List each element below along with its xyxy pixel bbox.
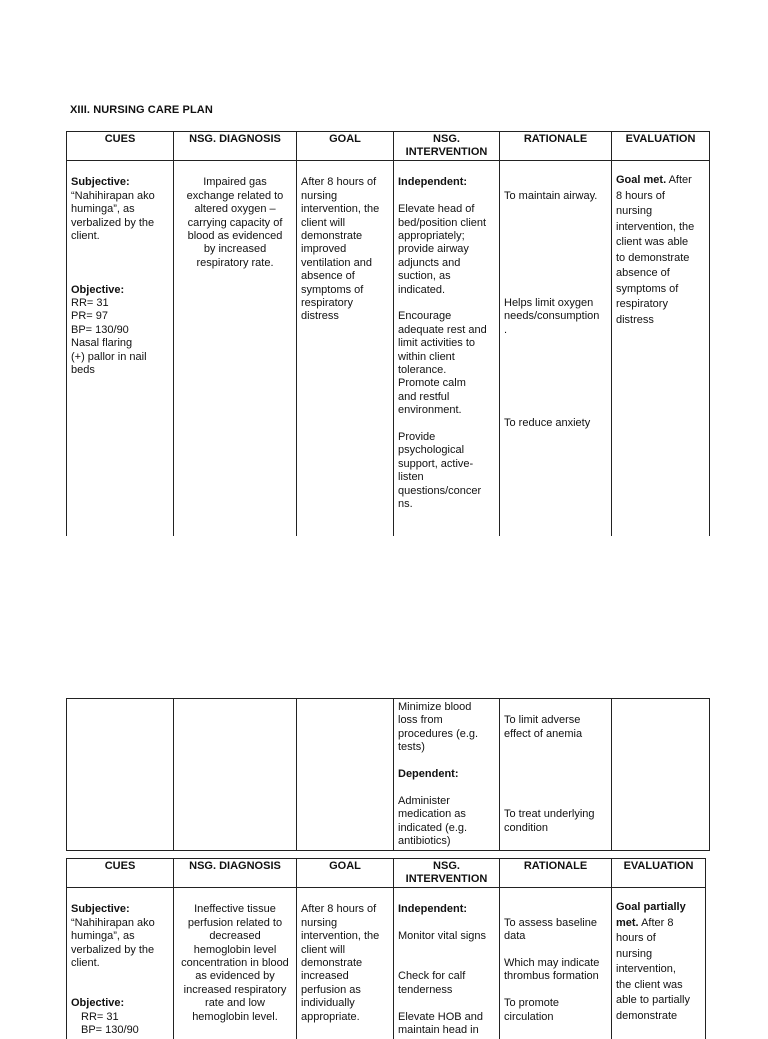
header-intervention-line2: INTERVENTION [398, 873, 495, 886]
evaluation-line: intervention, [616, 962, 701, 978]
rationale-line: To reduce anxiety [504, 417, 607, 430]
evaluation-line: After [666, 174, 692, 186]
table-row [67, 888, 706, 1039]
rationale-line: circulation [504, 1011, 607, 1024]
intervention-line: tests) [398, 741, 495, 754]
intervention-line: indicated. [398, 284, 495, 297]
intervention-line: maintain head in [398, 1024, 495, 1037]
intervention-cell [394, 161, 500, 537]
diagnosis-line: concentration in blood [178, 957, 292, 970]
objective-line: Nasal flaring [71, 337, 169, 350]
intervention-line: adequate rest and [398, 324, 495, 337]
diagnosis-line: exchange related to [178, 190, 292, 203]
care-plan-table-2 [66, 698, 710, 851]
intervention-line: appropriately; [398, 230, 495, 243]
rationale-line: data [504, 930, 607, 943]
diagnosis-line: Ineffective tissue [178, 903, 292, 916]
cues-cell [67, 161, 174, 537]
evaluation-line: 8 hours of [616, 189, 705, 205]
goal-line: ventilation and [301, 257, 389, 270]
evaluation-line: distress [616, 313, 705, 329]
subjective-line: verbalized by the [71, 217, 169, 230]
intervention-line: Provide [398, 431, 495, 444]
cues-cell [67, 888, 174, 1039]
evaluation-line: demonstrate [616, 1009, 701, 1025]
rationale-line: To promote [504, 997, 607, 1010]
subjective-line: client. [71, 230, 169, 243]
intervention-line: tolerance. [398, 364, 495, 377]
evaluation-line: intervention, the [616, 220, 705, 236]
goal-cell [297, 888, 394, 1039]
goal-line: demonstrate [301, 957, 389, 970]
intervention-line: questions/concer [398, 485, 495, 498]
rationale-line: To maintain airway. [504, 190, 607, 203]
goal-line: symptoms of [301, 284, 389, 297]
diagnosis-line: increased respiratory [178, 984, 292, 997]
diagnosis-cell [174, 161, 297, 537]
rationale-line: thrombus formation [504, 970, 607, 983]
intervention-cell [394, 699, 500, 851]
subjective-line: huminga”, as [71, 930, 169, 943]
intervention-line: Check for calf [398, 970, 495, 983]
diagnosis-line: perfusion related to [178, 917, 292, 930]
rationale-line: . [504, 324, 607, 337]
objective-line: RR= 31 [71, 297, 169, 310]
evaluation-line: able to partially [616, 993, 701, 1009]
diagnosis-line: hemoglobin level. [178, 1011, 292, 1024]
evaluation-line: absence of [616, 266, 705, 282]
evaluation-line: nursing [616, 204, 705, 220]
evaluation-label: Goal met. [616, 174, 666, 186]
table-row [67, 161, 710, 537]
rationale-line: To limit adverse [504, 714, 607, 727]
intervention-line: support, active- [398, 458, 495, 471]
intervention-line: listen [398, 471, 495, 484]
diagnosis-line: Impaired gas [178, 176, 292, 189]
rationale-line: Which may indicate [504, 957, 607, 970]
intervention-line: Elevate head of [398, 203, 495, 216]
goal-cell [297, 161, 394, 537]
rationale-cell [500, 888, 612, 1039]
intervention-line: Administer [398, 795, 495, 808]
goal-line: client will [301, 944, 389, 957]
objective-line: beds [71, 364, 169, 377]
goal-line: individually [301, 997, 389, 1010]
goal-line: intervention, the [301, 203, 389, 216]
rationale-cell [500, 161, 612, 537]
rationale-line: needs/consumption [504, 310, 607, 323]
objective-line: RR= 31 [71, 1011, 169, 1024]
diagnosis-line: by increased [178, 243, 292, 256]
goal-line: absence of [301, 270, 389, 283]
evaluation-cell [612, 699, 710, 851]
goal-line: nursing [301, 190, 389, 203]
dependent-label: Dependent: [398, 768, 495, 781]
goal-line: intervention, the [301, 930, 389, 943]
intervention-cell [394, 888, 500, 1039]
intervention-line: bed/position client [398, 217, 495, 230]
diagnosis-line: altered oxygen – [178, 203, 292, 216]
intervention-line: psychological [398, 444, 495, 457]
evaluation-line: symptoms of [616, 282, 705, 298]
subjective-label: Subjective: [71, 903, 169, 916]
cues-cell [67, 699, 174, 851]
rationale-line: To treat underlying [504, 808, 607, 821]
intervention-line: suction, as [398, 270, 495, 283]
header-intervention [394, 132, 500, 161]
goal-line: respiratory [301, 297, 389, 310]
objective-label: Objective: [71, 997, 169, 1010]
diagnosis-cell [174, 888, 297, 1039]
diagnosis-line: rate and low [178, 997, 292, 1010]
goal-line: After 8 hours of [301, 176, 389, 189]
goal-line: After 8 hours of [301, 903, 389, 916]
table-header-row [67, 132, 710, 161]
goal-line: client will [301, 217, 389, 230]
diagnosis-line: respiratory rate. [178, 257, 292, 270]
header-intervention [394, 859, 500, 888]
evaluation-line: the client was [616, 978, 701, 994]
goal-line: nursing [301, 917, 389, 930]
intervention-line: Promote calm [398, 377, 495, 390]
intervention-line: medication as [398, 808, 495, 821]
goal-cell [297, 699, 394, 851]
intervention-line: indicated (e.g. [398, 822, 495, 835]
care-plan-table-1 [66, 131, 710, 536]
diagnosis-line: blood as evidenced [178, 230, 292, 243]
rationale-line: effect of anemia [504, 728, 607, 741]
subjective-line: “Nahihirapan ako [71, 190, 169, 203]
table-row [67, 699, 710, 851]
objective-label: Objective: [71, 284, 169, 297]
intervention-line: Minimize blood [398, 701, 495, 714]
intervention-line: environment. [398, 404, 495, 417]
intervention-line: limit activities to [398, 337, 495, 350]
section-title: XIII. NURSING CARE PLAN [70, 104, 213, 116]
subjective-line: huminga”, as [71, 203, 169, 216]
intervention-line: Elevate HOB and [398, 1011, 495, 1024]
header-intervention-line2: INTERVENTION [398, 146, 495, 159]
header-diagnosis: NSG. DIAGNOSIS [174, 132, 297, 161]
header-diagnosis: NSG. DIAGNOSIS [174, 859, 297, 888]
rationale-line: condition [504, 822, 607, 835]
evaluation-line: hours of [616, 931, 701, 947]
intervention-line: loss from [398, 714, 495, 727]
evaluation-line: to demonstrate [616, 251, 705, 267]
subjective-label: Subjective: [71, 176, 169, 189]
diagnosis-cell [174, 699, 297, 851]
header-cues: CUES [67, 132, 174, 161]
intervention-line: antibiotics) [398, 835, 495, 848]
intervention-line: Monitor vital signs [398, 930, 495, 943]
intervention-line: ns. [398, 498, 495, 511]
goal-line: demonstrate [301, 230, 389, 243]
intervention-line: within client [398, 351, 495, 364]
header-evaluation: EVALUATION [612, 859, 706, 888]
intervention-line: and restful [398, 391, 495, 404]
objective-line: BP= 130/90 [71, 1024, 169, 1037]
header-evaluation: EVALUATION [612, 132, 710, 161]
table-header-row [67, 859, 706, 888]
goal-line: appropriate. [301, 1011, 389, 1024]
evaluation-line: respiratory [616, 297, 705, 313]
diagnosis-line: hemoglobin level [178, 944, 292, 957]
independent-label: Independent: [398, 176, 495, 189]
evaluation-label: Goal partially [616, 900, 701, 916]
subjective-line: verbalized by the [71, 944, 169, 957]
evaluation-line: After 8 [639, 917, 674, 929]
header-cues: CUES [67, 859, 174, 888]
header-goal: GOAL [297, 859, 394, 888]
header-intervention-line1: NSG. [398, 133, 495, 146]
goal-line: improved [301, 243, 389, 256]
objective-line: (+) pallor in nail [71, 351, 169, 364]
intervention-line: tenderness [398, 984, 495, 997]
evaluation-line: client was able [616, 235, 705, 251]
rationale-line: To assess baseline [504, 917, 607, 930]
diagnosis-line: carrying capacity of [178, 217, 292, 230]
intervention-line: provide airway [398, 243, 495, 256]
objective-line: PR= 97 [71, 310, 169, 323]
diagnosis-line: as evidenced by [178, 970, 292, 983]
rationale-cell [500, 699, 612, 851]
subjective-line: client. [71, 957, 169, 970]
rationale-line: Helps limit oxygen [504, 297, 607, 310]
intervention-line: adjuncts and [398, 257, 495, 270]
header-goal: GOAL [297, 132, 394, 161]
header-rationale: RATIONALE [500, 859, 612, 888]
subjective-line: “Nahihirapan ako [71, 917, 169, 930]
objective-line: BP= 130/90 [71, 324, 169, 337]
intervention-line: Encourage [398, 310, 495, 323]
goal-line: distress [301, 310, 389, 323]
diagnosis-line: decreased [178, 930, 292, 943]
evaluation-cell [612, 888, 706, 1039]
care-plan-table-3 [66, 858, 706, 1039]
evaluation-label-2: met. [616, 917, 639, 929]
header-intervention-line1: NSG. [398, 860, 495, 873]
header-rationale: RATIONALE [500, 132, 612, 161]
goal-line: increased [301, 970, 389, 983]
evaluation-cell [612, 161, 710, 537]
intervention-line: procedures (e.g. [398, 728, 495, 741]
independent-label: Independent: [398, 903, 495, 916]
goal-line: perfusion as [301, 984, 389, 997]
evaluation-line: nursing [616, 947, 701, 963]
